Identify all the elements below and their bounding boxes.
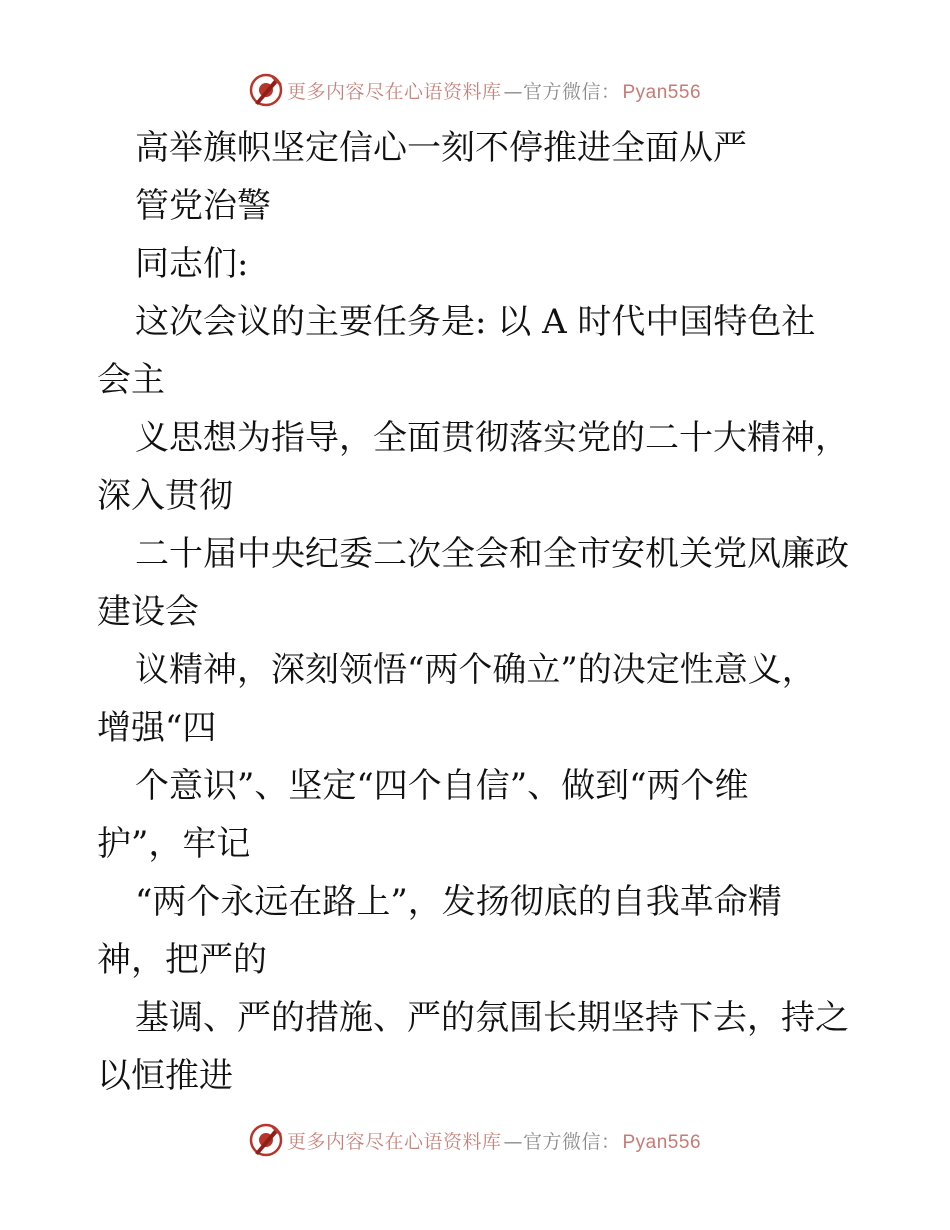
paragraph-line: 护”，牢记 bbox=[97, 824, 251, 864]
paragraph-line: 深入贯彻 bbox=[97, 476, 233, 516]
paragraph-line: 建设会 bbox=[97, 592, 199, 632]
watermark-site-text: 更多内容尽在心语资料库 bbox=[286, 1130, 502, 1153]
quill-logo-icon bbox=[249, 1123, 283, 1157]
watermark-wechat-id: Pyan556 bbox=[622, 81, 702, 103]
header-watermark bbox=[0, 70, 950, 110]
paragraph-line: 基调、严的措施、严的氛围长期坚持下去，持之 bbox=[135, 998, 849, 1038]
paragraph-line: 二十届中央纪委二次全会和全市安机关党风廉政 bbox=[135, 534, 849, 574]
paragraph-line: 神，把严的 bbox=[97, 940, 267, 980]
watermark-wechat-id: Pyan556 bbox=[622, 1131, 702, 1153]
paragraph-line: 个意识”、坚定“四个自信”、做到“两个维 bbox=[135, 766, 749, 806]
paragraph-line: 以恒推进 bbox=[97, 1056, 233, 1096]
document-title-line-2: 管党治警 bbox=[135, 186, 271, 226]
footer-watermark bbox=[0, 1120, 950, 1160]
watermark-site-text: 更多内容尽在心语资料库 bbox=[286, 80, 502, 103]
paragraph-line: 义思想为指导，全面贯彻落实党的二十大精神， bbox=[135, 418, 849, 458]
quill-logo-icon bbox=[249, 73, 283, 107]
paragraph-line: 会主 bbox=[97, 360, 165, 400]
paragraph-line: “两个永远在路上”，发扬彻底的自我革命精 bbox=[135, 882, 782, 922]
watermark-wechat-label: —官方微信： bbox=[503, 80, 621, 103]
paragraph-line: 增强“四 bbox=[97, 708, 217, 748]
paragraph-line: 这次会议的主要任务是: 以 A 时代中国特色社 bbox=[135, 302, 816, 342]
salutation: 同志们: bbox=[135, 244, 249, 284]
document-title-line-1: 高举旗帜坚定信心一刻不停推进全面从严 bbox=[135, 128, 747, 168]
paragraph-line: 议精神，深刻领悟“两个确立”的决定性意义， bbox=[135, 650, 816, 690]
watermark-wechat-label: —官方微信： bbox=[503, 1130, 621, 1153]
